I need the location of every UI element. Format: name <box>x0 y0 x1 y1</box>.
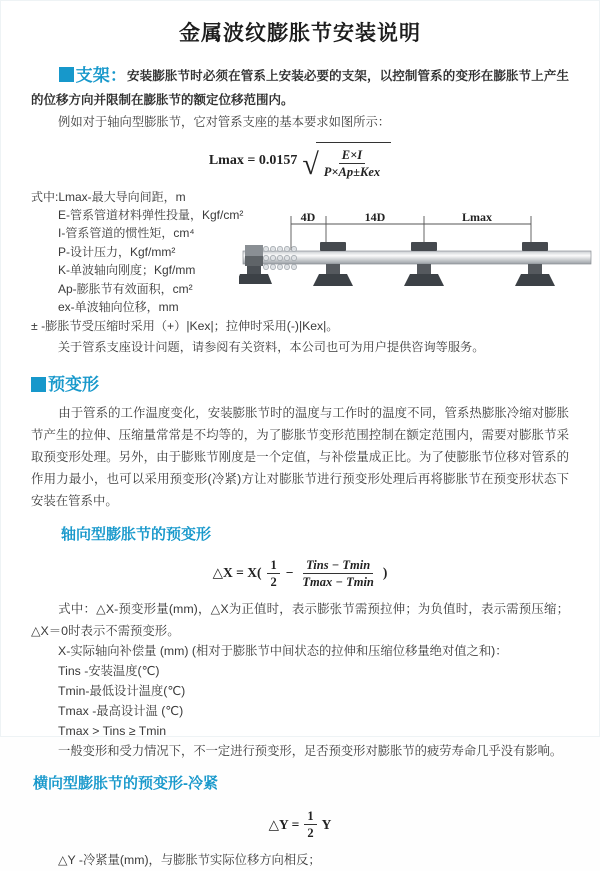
support-example-line: 例如对于轴向型膨胀节，它对管系支座的基本要求如图所示： <box>58 115 391 130</box>
definition-line: ex-单波轴向位移，mm <box>58 300 179 315</box>
axial-formula-lhs: △X = X( <box>212 565 262 581</box>
pipe-support-diagram <box>239 210 595 306</box>
lateral-heading: 横向型膨胀节的预变形-冷紧 <box>33 774 218 792</box>
pipe-guides <box>320 242 548 251</box>
axial-where-paragraph: 式中：△X-预变形量(mm)，△X为正值时，表示膨张节需预拉伸；为负值时，表示需预压缩；△X＝0时表示不需预变形。 <box>31 602 569 639</box>
radical-expression <box>302 142 391 181</box>
minus-sign: − <box>285 565 294 581</box>
symbol-definitions-block <box>31 188 569 317</box>
support-lead-text: 安装膨胀节时必须在管系上安装必要的支架，以控制管系的变形在膨胀节上产生的位移方向并限制在膨胀节的额定位移范围内。 <box>31 68 569 108</box>
tmax-line: Tmax -最高设计温 (℃) <box>58 703 184 718</box>
definition-line: I-管系管道的惯性矩，cm⁴ <box>58 226 195 241</box>
axial-note-line: 一般变形和受力情况下，不一定进行预变形，足否预变形对膨胀节的疲劳寿命几乎没有影响。 <box>58 743 563 758</box>
lateral-cold-pull-formula <box>31 808 569 842</box>
lateral-formula-lhs: △Y = <box>268 816 300 832</box>
support-lead-paragraph <box>31 61 569 113</box>
predeform-paragraph: 由于管系的工作温度变化，安装膨胀节时的温度与工作时的温度不同，管系热膨胀冷缩对膨胀节产生的拉伸、压缩量常常是不均等的，为了膨胀节变形范围控制在额定范围内，需要对膨胀节采取预变形处理。另外，由于膨账节刚度是一个定值，与补偿量成正比。为了使膨胀节位移对管系的作用力最小，也可以采用预变形(冷紧)方让对膨胀节进行预变形处理后再将膨胀节在预变形状态下安装在管系中。 <box>31 406 569 509</box>
radical-sign-icon: √ <box>302 147 319 181</box>
formula-lhs: Lmax = 0.0157 <box>208 153 298 169</box>
page-title: 金属波纹膨胀节安装说明 <box>179 22 421 45</box>
definition-line: K-单波轴向刚度；Kgf/mm <box>58 263 196 278</box>
axial-predeform-formula <box>31 557 569 591</box>
tins-line: Tins -安装温度(℃) <box>58 664 160 679</box>
guide-spacing-formula <box>31 142 569 181</box>
tmin-line: Tmin-最低设计温度(℃) <box>58 683 186 698</box>
formula-numerator: E×I <box>339 147 365 164</box>
support-closing-line: 关于管系支座设计问题，请参阅有关资料，本公司也可为用户提供咨询等服务。 <box>57 340 485 355</box>
support-section-heading: 支架： <box>75 65 128 85</box>
lateral-half-denominator: 2 <box>307 825 314 840</box>
predeform-heading: 预变形 <box>48 374 99 394</box>
dim-label-lmax: Lmax <box>462 209 492 224</box>
temp-frac-numerator: Tins − Tmin <box>303 557 373 574</box>
bellows-icon <box>263 246 296 269</box>
half-denominator: 2 <box>270 574 277 589</box>
temp-frac-denominator: Tmax − Tmin <box>302 574 374 589</box>
temp-inequality-line: Tmax > Tins ≥ Tmin <box>58 723 167 738</box>
section-square-icon <box>59 67 74 82</box>
lateral-half-numerator: 1 <box>304 808 316 825</box>
x-definition-line: X-实际轴向补偿量 (mm) (相对于膨胀节中间状态的拉伸和压缩位移量绝对值之和)： <box>58 644 508 659</box>
plus-minus-note: ± -膨胀节受压缩时采用（+）|Kex|；拉伸时采用(-)|Kex|。 <box>31 319 339 334</box>
lateral-formula-rhs: Y <box>321 816 332 832</box>
section-square-icon <box>31 377 46 392</box>
where-label: 式中:Lmax-最大导向间距，m <box>31 189 186 204</box>
definition-line: Ap-膨胀节有效面积，cm² <box>58 281 193 296</box>
definition-line: E-管系管道材料弹性投量，Kgf/cm² <box>58 208 244 223</box>
dim-label-14d: 14D <box>364 209 386 224</box>
support-pedestals <box>313 264 555 286</box>
dim-label-4d: 4D <box>300 209 316 224</box>
formula-denominator: P×Ap±Kex <box>323 165 381 180</box>
axial-heading: 轴向型膨胀节的预变形 <box>61 525 212 543</box>
right-paren: ) <box>382 565 388 581</box>
half-numerator: 1 <box>267 557 279 574</box>
definition-line: P-设计压力，Kgf/mm² <box>58 244 176 259</box>
lateral-definition-line: △Y -冷紧量(mm)，与膨胀节实际位移方向相反； <box>58 853 321 868</box>
predeform-heading-block <box>31 371 569 398</box>
